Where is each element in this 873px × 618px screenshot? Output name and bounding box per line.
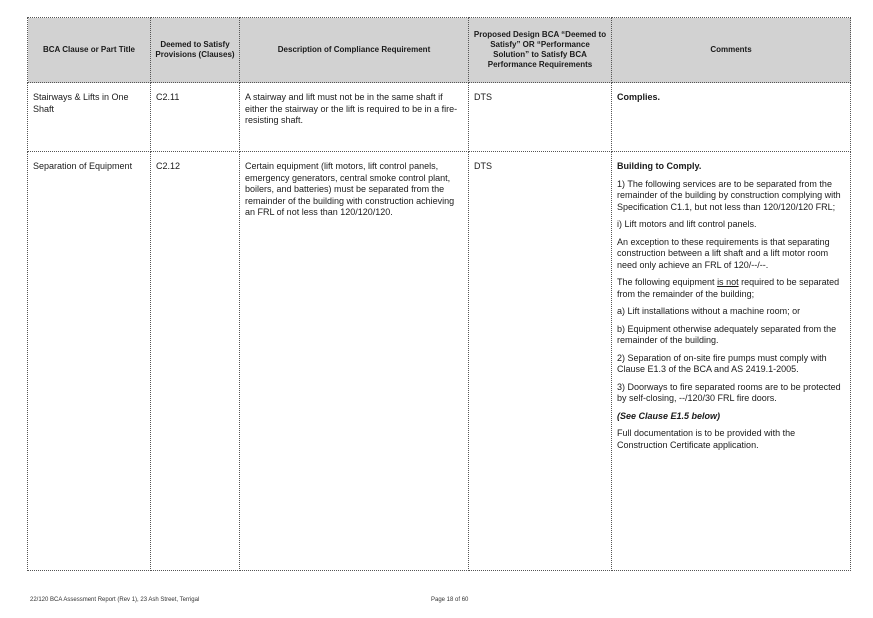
header-proposed-design: Proposed Design BCA “Deemed to Satisfy” OR “Performance Solution” to Satisfy BCA Performance Requirements <box>469 18 612 83</box>
header-comments: Comments <box>612 18 851 83</box>
row-title: Separation of Equipment <box>28 152 151 571</box>
comment-paragraph: i) Lift motors and lift control panels. <box>617 219 757 229</box>
comment-heading: Building to Comply. <box>617 161 702 171</box>
comment-paragraph: b) Equipment otherwise adequately separated from the remainder of the building. <box>617 323 837 345</box>
comment-paragraph: 3) Doorways to fire separated rooms are to be protected by self-closing, --/120/30 FRL fire doors. <box>617 381 841 403</box>
comment-paragraph: a) Lift installations without a machine room; or <box>617 306 801 316</box>
row-clause: C2.12 <box>151 152 240 571</box>
header-bca-clause: BCA Clause or Part Title <box>28 18 151 83</box>
table-row <box>28 83 851 152</box>
footer-page-number: Page 18 of 60 <box>431 597 469 603</box>
header-description: Description of Compliance Requirement <box>240 18 469 83</box>
row-description: A stairway and lift must not be in the same shaft if either the stairway or the lift is required to be in a fire-resisting shaft. <box>240 83 469 152</box>
comment-paragraph: 2) Separation of on-site fire pumps must comply with Clause E1.3 of the BCA and AS 2419.1-2005. <box>617 352 827 374</box>
table-row <box>28 152 851 571</box>
row-design: DTS <box>469 83 612 152</box>
comment-paragraph: Full documentation is to be provided with the Construction Certificate application. <box>617 428 796 450</box>
row-design: DTS <box>469 152 612 571</box>
bca-assessment-table <box>27 17 851 571</box>
header-dts-provisions: Deemed to Satisfy Provisions (Clauses) <box>151 18 240 83</box>
row-comments <box>612 83 851 152</box>
table-header-row <box>28 18 851 83</box>
comment-paragraph: The following equipment is not required to be separated from the remainder of the building; <box>617 277 840 299</box>
comment-reference: (See Clause E1.5 below) <box>617 410 721 421</box>
footer-document-title: 22/120 BCA Assessment Report (Rev 1), 23 Ash Street, Terrigal <box>30 597 200 603</box>
row-comments <box>612 152 851 571</box>
row-title: Stairways & Lifts in One Shaft <box>28 83 151 152</box>
row-description: Certain equipment (lift motors, lift control panels, emergency generators, central smoke control plant, boilers, and batteries) must be separated from the remainder of the building with construction achieving an FRL of not less than 120/120/120. <box>240 152 469 571</box>
comment-text: Complies. <box>617 92 661 102</box>
comment-paragraph: An exception to these requirements is that separating construction between a lift shaft and a lift motor room need only achieve an FRL of 120/--/--. <box>617 236 830 270</box>
comment-paragraph: 1) The following services are to be separated from the remainder of the building by construction complying with Specification C1.1, but not less than 120/120/120 FRL; <box>617 178 841 212</box>
underlined-text: is not <box>717 277 739 287</box>
row-clause: C2.11 <box>151 83 240 152</box>
